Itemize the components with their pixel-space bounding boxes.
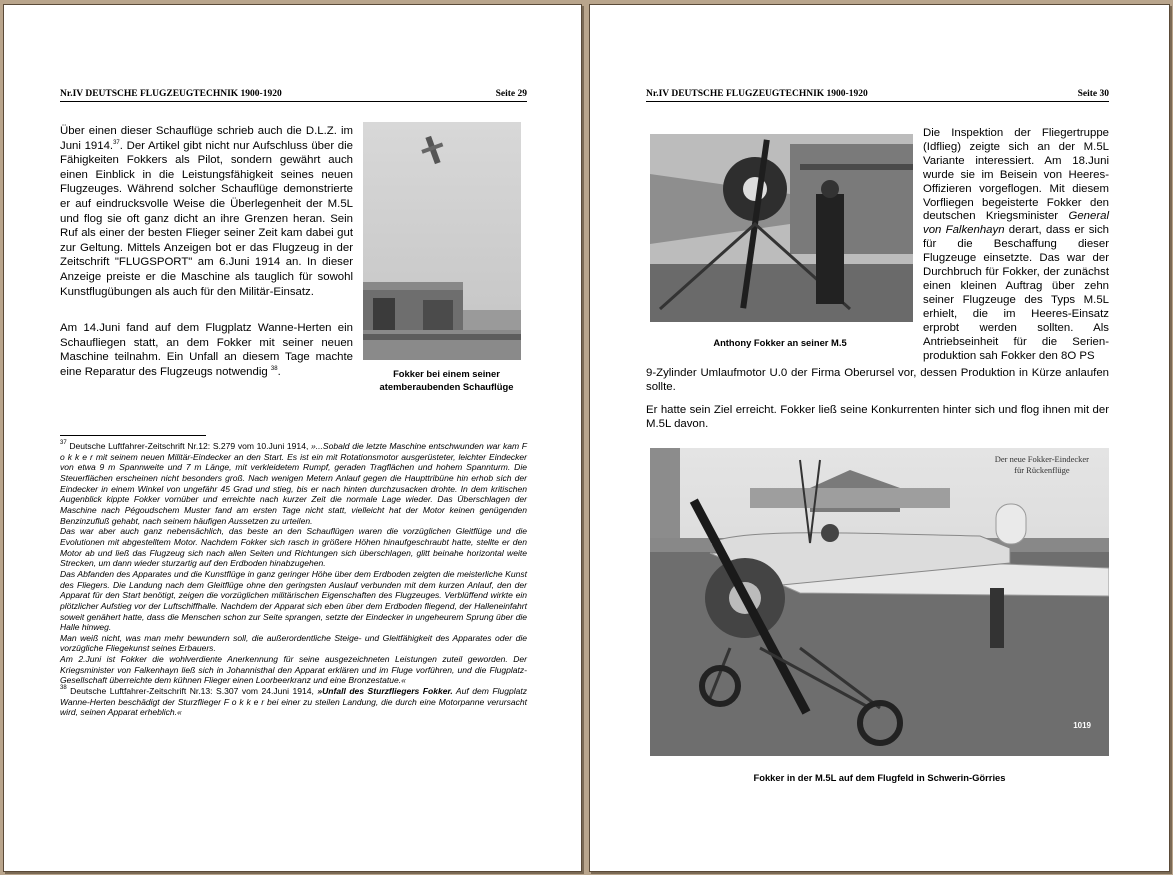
photo-fokker-m5l-schwerin — [650, 448, 1109, 756]
body-paragraph-1: Über einen dieser Schauflüge schrieb auch die D.L.Z. im Juni 1914.37. Der Artikel gibt nicht nur Aufschluss über die Fähigkeiten Fokkers als Pilot, sondern gewährt auch einen Einblick in die Leistungsfähigkeit seines neuen Flugzeuges. Während solcher Schauflüge demonstrierte er auf eindrucksvolle Weise die Überlegenheit der M.5L und flog sie oft ganz dicht an ihre Grenzen heran. Sein Ruf als einer der besten Flieger seiner Zeit kam dabei gut zur Geltung. Mittels Anzeigen bot er das Flugzeug in der Zeitschrift "FLUGSPORT" am 6.Juni 1914 an. In dieser Anzeige preiste er die Maschine als tauglich für sowohl Kunstflugübungen als auch für den Militär-Einsatz. — [60, 125, 353, 298]
photo-caption-1: Fokker bei einem seiner atemberaubenden Schauflüge — [379, 368, 514, 392]
footnote-ref-37[interactable]: 37 — [113, 139, 120, 146]
footnote-37-para-4: Man weiß nicht, was man mehr bewundern soll, die außerordentliche Steige- und Gleitfähigkeit des Apparates oder die vorzügliche Fliegekunst seines Erbauers. — [60, 632, 527, 654]
photo-anthony-fokker-m5 — [650, 134, 913, 322]
footnote-separator — [60, 435, 206, 436]
footnote-37-para-2: Das war aber auch ganz nebensächlich, das beste an den Schauflügen waren die vorzüglichen Gleitflüge und die Evolutionen mit abgestelltem Motor. Nachdem Fokker sich rasch in größere Höhen hinaufgeschraubt hatte, stellte er den Motor ab und ließ das Flugzeug sich nach allen Seiten und Richtungen sich überschlagen, glitt beinahe horizontal weite Strecken, um dann wieder sturzartig auf den Erdboden hinabzugehen. — [60, 526, 527, 569]
footnote-37-para-5: Am 2.Juni ist Fokker die wohlverdiente Anerkennung für seine ausgezeichneten Leistungen zuteil geworden. Der Kriegsminister von Falkenhayn ließ sich in Johannisthal den Apparat erklären und im Fluge vorführen, und die Flugplatz-Gesellschaft überreichte dem kühnen Flieger einen Loorbeerkranz und eine Bronzestatue.« — [60, 654, 527, 686]
header-page-number: Seite 30 — [1077, 89, 1109, 99]
footnote-ref-38[interactable]: 38 — [270, 365, 278, 372]
header-page-number: Seite 29 — [495, 89, 527, 99]
page-30 — [589, 4, 1170, 872]
footnote-37-para-3: Das Abfanden des Apparates und die Kunstflüge in ganz geringer Höhe über dem Erdboden zeigten die meisterliche Kunst des Fliegers. Die Landung nach dem Gleitflüge ohne den geringsten Auslauf verbunden mit dem kurzen Anlauf, den der Apparat für den Start benötigt, zeigen die vorzüglichen militärischen Eigenschaften des Flugzeuges. Verblüffend wirkte ein plötzlicher Aufstieg vor der Luftschiffhalle. Nachdem der Apparat sich eben über dem Erdboden fliegend, der Halleneinfahrt soweit genähert hatte, dass die Menschen schon zur Seite sprangen, setzte der Eindecker in ungeheurem Sprung über die Halle hinweg. — [60, 568, 527, 633]
photo-fokker-schauflug — [363, 122, 521, 360]
photo-inscription: Der neue Fokker-Eindecker für Rückenflüge — [994, 454, 1089, 475]
photo-caption-bottom: Fokker in der M.5L auf dem Flugfeld in Schwerin-Görries — [753, 772, 1006, 783]
footnote-37: $^{37}$ Deutsche Luftfahrer-Zeitschrift Nr.12: S.279 vom 10.Juni 1914, »...Sobald die letzte Maschine entschwunden war kam F o k k e r mit seinem neuen Militär-Eindecker an den Start. Es ist ein mit Rotationsmotor ausgerüsteter, leichter Eindecker von etwa 9 m Spannweite und 7 m Länge, mit verkleidetem Rumpf, geraden Tragflächen und hohem Spannturm. Die Steuerflächen erscheinen nicht besonders groß. Nach wenigen Metern Anlauf gegen die Haupttribüne hin erhob sich der Eindecker in einem Winkel von ungefähr 45 Grad und stieg, bis er nach hinten durchzusacken drohte. In dem kritischen Augenblick kippte Fokker vornüber und erreichte nach kurzer Zeit die normale Lage wieder. Das Überschlagen der Maschine nach Pégoudschem Muster fand am ersten Tage nicht statt, vielleicht hat der Motor keinen genügenden Benzinzufluß gehabt, nach seinem häufigen Aussetzen zu urteilen. — [60, 440, 527, 526]
running-header — [60, 89, 527, 102]
body-paragraph-2: Am 14.Juni fand auf dem Flugplatz Wanne-Herten ein Schaufliegen statt, an dem Fokker mit seiner neuen Maschine teilnahm. Ein Unfall an diesem Tage machte eine Reparatur des Flugzeugs notwendig $^{38}$. — [60, 322, 353, 378]
body-paragraph-1-cont: 9-Zylinder Umlaufmotor U.0 der Firma Oberursel vor, dessen Produktion in Kürze anlaufen sollte. — [646, 367, 1109, 393]
photo-caption-top: Anthony Fokker an seiner M.5 — [713, 337, 847, 348]
footnotes — [60, 441, 527, 718]
photo-number: 1019 — [1073, 721, 1091, 730]
running-header — [646, 89, 1109, 102]
page-29 — [3, 4, 582, 872]
header-title: Nr.IV DEUTSCHE FLUGZEUGTECHNIK 1900-1920 — [646, 89, 868, 99]
body-paragraph-2: Er hatte sein Ziel erreicht. Fokker ließ seine Konkurrenten hinter sich und flog ihnen mit der M.5L davon. — [646, 404, 1109, 430]
footnote-38: $^{38}$ Deutsche Luftfahrer-Zeitschrift Nr.13: S.307 vom 24.Juni 1914, »Unfall des Sturzfliegers Fokker. Auf dem Flugplatz Wanne-Herten beschädigt der Sturzflieger F o k k e r bei einer zu steilen Landung, die durch eine Motorpanne verursacht wird, seinen Apparat erheblich.« — [60, 685, 527, 718]
body-paragraph-1: Die Inspektion der Fliegertruppe (Idflieg) zeigte sich an der M.5L Variante interessiert. Am 18.Juni wurde sie im Beisein von Heeres-Offizieren vorgeflogen. Mit diesem Vorfliegen begeisterte Fokker den deutschen Kriegsminister General von Falkenhayn derart, dass er sich für die Beschaffung dieser Flugzeuge einsetzte. Das war der Durchbruch für Fokker, der zunächst einen kleinen Auftrag über zehn seiner Flugzeuge des Typs M.5L erhielt, die im Heeres-Einsatz erprobt werden sollten. Als Antriebseinheit für die Serien-produktion sah Fokker den 8O PS — [923, 127, 1109, 362]
header-title: Nr.IV DEUTSCHE FLUGZEUGTECHNIK 1900-1920 — [60, 89, 282, 99]
